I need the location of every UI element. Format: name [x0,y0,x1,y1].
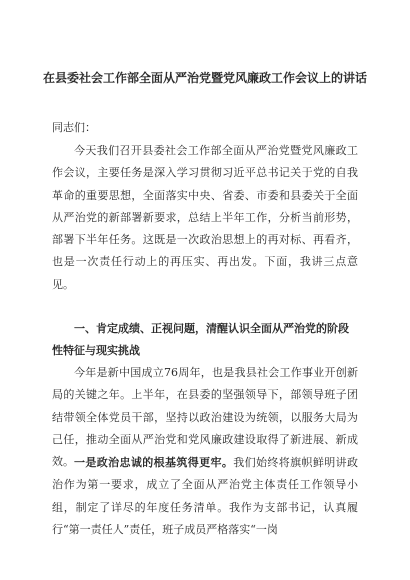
paragraph-lead: 一是政治忠诚的根基筑得更牢。 [74,456,234,469]
paragraph-political-loyalty [52,452,358,541]
document-title: 在县委社会工作部全面从严治党暨党风廉政工作会议上的讲话 [42,71,367,85]
paragraph-achievements: 今年是新中国成立76周年，也是我县社会工作事业开创新局的关键之年。上半年，在县委的坚强领导下，部领导班子团结带领全体党员干部，坚持以政治建设为统领，以服务大局为己任，推动全面从严治党和党风廉政建设取得了新进展、新成效。 [52,366,358,469]
paragraph-body: 我们始终将旗帜鲜明讲政治作为第一要求，成立了全面从严治党主体责任工作领导小组，制定了详尽的年度任务清单。我作为支部书记，认真履行“第一责任人”责任，班子成员严格落实“一岗 [52,456,358,536]
salutation: 同志们： [52,121,96,134]
section-heading-1: 一、肯定成绩、正视问题，清醒认识全面从严治党的阶段性特征与现实挑战 [52,322,349,357]
paragraph-intro: 今天我们召开县委社会工作部全面从严治党暨党风廉政工作会议，主要任务是深入学习贯彻习近平总书记关于党的自我革命的重要思想，全面落实中央、省委、市委和县委关于全面从严治党的新部署新要求，总结上半年工作，分析当前形势，部署下半年任务。这既是一次政治思想上的再对标、再看齐，也是一次责任行动上的再压实、再出发。下面，我讲三点意见。 [52,144,358,291]
